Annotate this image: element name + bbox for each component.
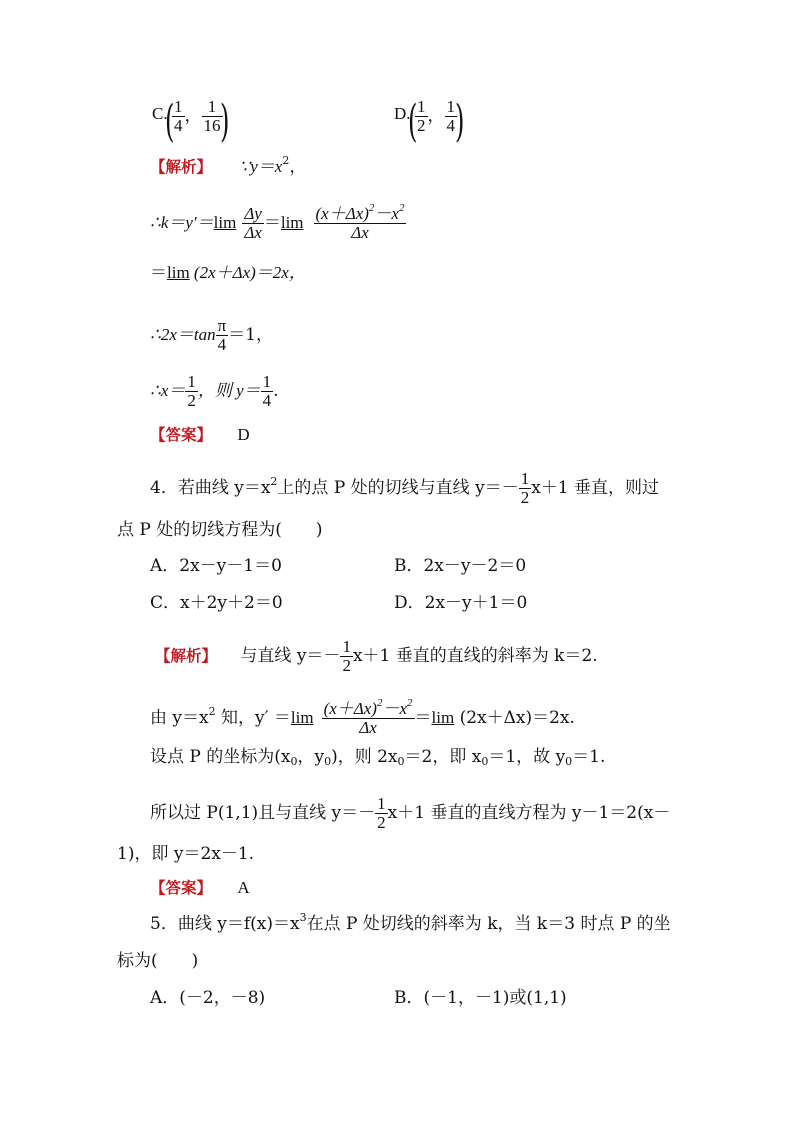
answer-tag: 【答案】: [150, 879, 213, 897]
q3-analysis-line3: ＝ lim (2x＋Δx)＝2x，: [150, 263, 306, 283]
q4-option-c: C．x＋2y＋2＝0: [150, 593, 283, 613]
analysis-tag: 【解析】: [155, 647, 218, 665]
q4-stem-line2: 点 P 处的切线方程为( ): [117, 520, 323, 540]
q3-analysis-line1: 【解析】 $\because y=x^2$，: [150, 154, 307, 177]
q5-option-a: A．(－2，－8): [150, 988, 266, 1008]
q3-analysis-line4: ∴2x＝tan $\frac{\pi}{4}$ ＝1，: [150, 316, 274, 354]
q3-option-c-values: $\frac{1}{4}$ ， $\frac{1}{16}$: [174, 97, 221, 135]
left-paren: (: [408, 96, 418, 147]
q5-stem-line1: 5．曲线 $y=f(x)=x^3$在点 P 处切线的斜率为 k，当 k＝3 时点 P 的坐: [150, 911, 671, 934]
left-paren: (: [165, 96, 175, 147]
q5-stem-line2: 标为( ): [117, 951, 199, 971]
q4-answer: 【答案】 A: [150, 878, 250, 897]
analysis-tag: 【解析】: [150, 158, 213, 176]
q3-answer: 【答案】 D: [150, 425, 250, 444]
q4-option-b: B．2x－y－2＝0: [394, 556, 527, 576]
right-paren: ): [455, 96, 465, 147]
q4-analysis-line3: 设点 P 的坐标为($x_0$，$y_0$)，则 $2x_0=2$，即 $x_0=1$，故 $y_0=1$.: [150, 747, 606, 768]
q3-option-d: D.: [394, 104, 411, 123]
q4-analysis-line5: 1)，即 y＝2x－1.: [117, 844, 255, 864]
q4-analysis-line2: 由 $y=x^2$ 知，y′ ＝ lim $\frac{(x+\Delta x)^2-x^2}{\Delta x}$ ＝ lim (2x＋Δx)＝2x.: [150, 697, 575, 737]
q4-option-a: A．2x－y－1＝0: [150, 556, 282, 576]
q3-analysis-line2: ∴k＝y′＝ lim $\frac{\Delta y}{\Delta x}$ ＝ lim $\frac{(x+\Delta x)^2-x^2}{\Delta x}$: [150, 202, 405, 242]
q4-analysis-line4: 所以过 P(1,1)且与直线 y＝－ $\frac{1}{2}$ x＋1 垂直的直线方程为 y－1＝2(x－: [150, 794, 671, 832]
q3-analysis-line5: ∴x＝ $\frac{1}{2}$ ，则 y＝ $\frac{1}{4}$ .: [150, 372, 279, 410]
answer-tag: 【答案】: [150, 426, 213, 444]
q3-option-d-values: $\frac{1}{2}$ ， $\frac{1}{4}$: [417, 97, 455, 135]
q5-option-b: B．(－1，－1)或(1,1): [394, 988, 567, 1008]
q4-stem-line1: 4．若曲线 $y=x^2$上的点 P 处的切线与直线 y＝－ $\frac{1}{2}$ x＋1 垂直，则过: [150, 469, 659, 507]
q4-option-d: D．2x－y＋1＝0: [394, 593, 528, 613]
right-paren: ): [220, 96, 230, 147]
q4-analysis-line1: 【解析】 与直线 y＝－ $\frac{1}{2}$ x＋1 垂直的直线的斜率为 k＝2.: [155, 637, 598, 675]
q3-option-c: C.: [152, 104, 168, 123]
